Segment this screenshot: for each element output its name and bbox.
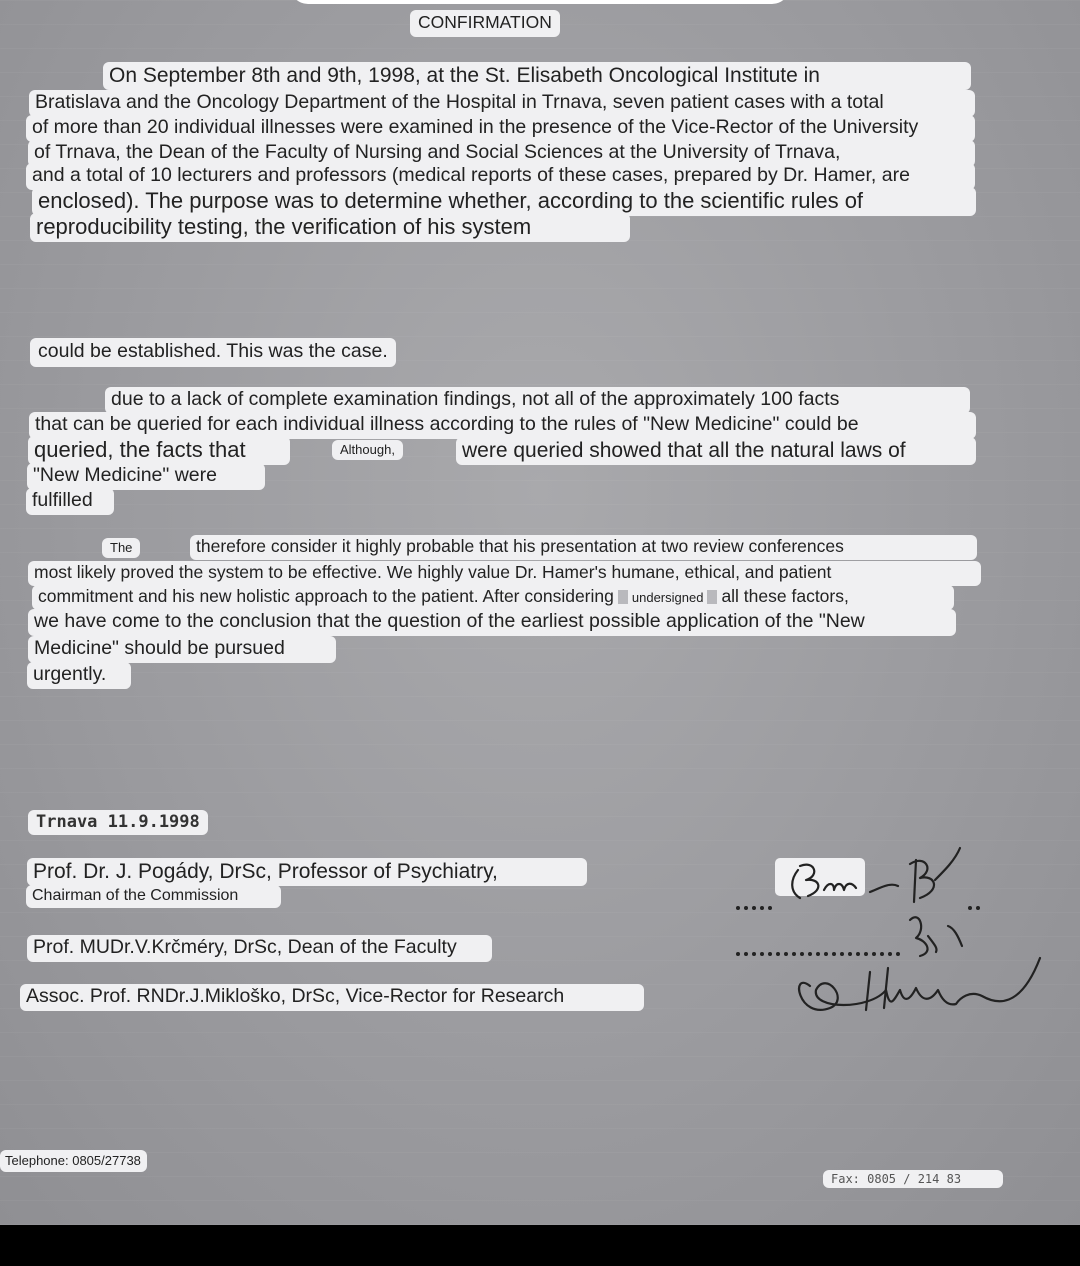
paragraph3-line4: "New Medicine" were: [27, 463, 265, 490]
date-line: Trnava 11.9.1998: [28, 810, 208, 835]
paragraph2: could be established. This was the case.: [30, 338, 396, 367]
paragraph4-line4: we have come to the conclusion that the question of the earliest possible application of the "New: [28, 609, 956, 636]
paragraph4-line3: [32, 585, 954, 610]
paragraph4-line3a: commitment and his new holistic approach to the patient. After considering: [38, 586, 614, 606]
paragraph4-line1b: therefore consider it highly probable that his presentation at two review conferences: [190, 535, 977, 560]
top-edge-curve: [290, 0, 790, 4]
signatory1-name: Prof. Dr. J. Pogády, DrSc, Professor of Psychiatry,: [27, 858, 587, 886]
redaction-mark: [707, 590, 717, 604]
paragraph3-line3a: queried, the facts that: [28, 436, 290, 465]
paragraph1-line2: Bratislava and the Oncology Department of the Hospital in Trnava, seven patient cases with a total: [29, 90, 975, 117]
paragraph4-line6: urgently.: [27, 662, 131, 689]
paragraph4-line3c: all these factors,: [721, 586, 849, 606]
paragraph1-line5: and a total of 10 lecturers and professors (medical reports of these cases, prepared by Dr. Hamer, are: [26, 163, 975, 190]
paragraph3-line5: fulfilled: [26, 488, 114, 515]
paragraph1-line1: On September 8th and 9th, 1998, at the St. Elisabeth Oncological Institute in: [103, 62, 971, 90]
paragraph4-line1a: The: [102, 538, 140, 558]
fax-number: Fax: 0805 / 214 83: [823, 1170, 1003, 1188]
telephone-number: Telephone: 0805/27738: [0, 1150, 147, 1172]
paragraph1-line4: of Trnava, the Dean of the Faculty of Nursing and Social Sciences at the University of Trnava,: [28, 140, 975, 167]
signatory1-role: Chairman of the Commission: [26, 885, 281, 908]
signatory2-name: Prof. MUDr.V.Krčméry, DrSc, Dean of the Faculty: [27, 935, 492, 962]
redaction-mark: [618, 590, 628, 604]
paragraph1-line6: enclosed). The purpose was to determine whether, according to the scientific rules of: [32, 187, 976, 216]
paragraph1-line7: reproducibility testing, the verification of his system: [30, 213, 630, 242]
paragraph3-line1: due to a lack of complete examination findings, not all of the approximately 100 facts: [105, 387, 970, 414]
signatory3-name: Assoc. Prof. RNDr.J.Mikloško, DrSc, Vice-Rector for Research: [20, 984, 644, 1011]
paragraph4-line2: most likely proved the system to be effective. We highly value Dr. Hamer's humane, ethical, and patient: [28, 561, 981, 586]
document-title: CONFIRMATION: [410, 10, 560, 37]
paragraph3-line3c: were queried showed that all the natural laws of: [456, 437, 976, 465]
paragraph4-line3b: undersigned: [631, 590, 704, 605]
paragraph3-line2: that can be queried for each individual illness according to the rules of "New Medicine" could be: [29, 412, 976, 439]
paragraph1-line3: of more than 20 individual illnesses were examined in the presence of the Vice-Rector of the University: [26, 115, 975, 142]
paragraph4-line5: Medicine" should be pursued: [28, 636, 336, 663]
paragraph3-line3b: Although,: [332, 440, 403, 460]
handwritten-signatures: [720, 840, 1050, 1050]
